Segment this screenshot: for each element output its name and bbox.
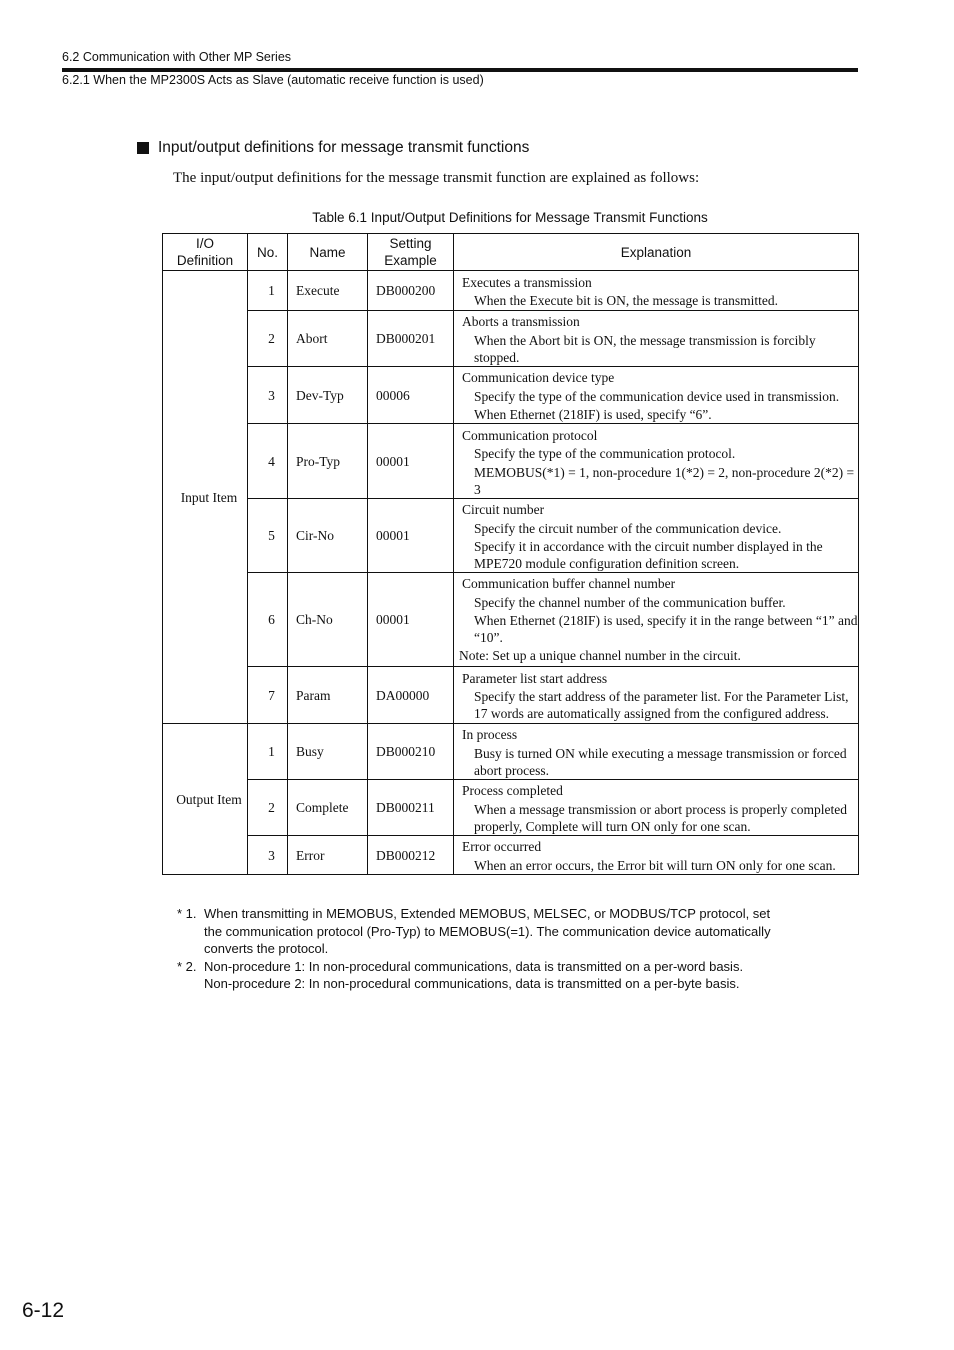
- table-row: [163, 367, 859, 424]
- header-setting-line2: Example: [384, 253, 437, 268]
- row-setting-example: 00001: [368, 573, 454, 667]
- header-no: No.: [248, 234, 288, 271]
- footnote-line: When transmitting in MEMOBUS, Extended MEMOBUS, MELSEC, or MODBUS/TCP protocol, set: [204, 906, 771, 921]
- row-explanation: [454, 499, 859, 573]
- row-number: 1: [248, 271, 288, 311]
- footnotes: [177, 905, 817, 993]
- footnote-text: [204, 905, 771, 958]
- explanation-title: Executes a transmission: [462, 274, 592, 290]
- row-number: 4: [248, 424, 288, 499]
- row-number: 7: [248, 667, 288, 724]
- table-row: [163, 667, 859, 724]
- table-caption: Table 6.1 Input/Output Definitions for Message Transmit Functions: [312, 210, 708, 225]
- explanation-title: Communication device type: [462, 370, 615, 385]
- row-number: 6: [248, 573, 288, 667]
- row-setting-example: DB000200: [368, 271, 454, 311]
- header-name: Name: [288, 234, 368, 271]
- explanation-title: In process: [462, 727, 518, 743]
- header-subsection: 6.2.1 When the MP2300S Acts as Slave (automatic receive function is used): [62, 73, 484, 87]
- row-explanation: [454, 271, 859, 311]
- row-name: Dev-Typ: [288, 367, 368, 424]
- footnote-line: Non-procedure 2: In non-procedural communications, data is transmitted on a per-byte basis.: [204, 976, 740, 991]
- header-rule: [62, 68, 858, 72]
- row-explanation: [454, 424, 859, 499]
- footnote-mark: * 1.: [177, 906, 197, 921]
- header-explanation: Explanation: [454, 234, 859, 271]
- explanation-line: MEMOBUS(*1) = 1, non-procedure 1(*2) = 2, non-procedure 2(*2) = 3: [474, 464, 855, 497]
- explanation-line: When a message transmission or abort process is properly completed properly, Complete will turn ON only for one scan.: [474, 801, 848, 834]
- table-row: [163, 424, 859, 499]
- row-name: Param: [288, 667, 368, 724]
- table-row: [163, 836, 859, 875]
- row-setting-example: DB000201: [368, 311, 454, 367]
- row-setting-example: DB000210: [368, 724, 454, 780]
- row-explanation: [454, 573, 859, 667]
- table-row: [163, 573, 859, 667]
- row-name: Cir-No: [288, 499, 368, 573]
- explanation-title: Communication buffer channel number: [462, 576, 676, 591]
- header-section: 6.2 Communication with Other MP Series: [62, 50, 292, 64]
- intro-text: The input/output definitions for the message transmit function are explained as follows:: [173, 170, 700, 186]
- row-name: Complete: [288, 780, 368, 836]
- explanation-line: Specify it in accordance with the circuit number displayed in the MPE720 module configuration definition screen.: [474, 539, 823, 571]
- footnote-line: converts the protocol.: [204, 941, 329, 956]
- explanation-title: Process completed: [462, 783, 563, 799]
- table-row: [163, 311, 859, 367]
- footnote-line: Non-procedure 1: In non-procedural communications, data is transmitted on a per-word basis.: [204, 958, 744, 974]
- row-explanation: [454, 311, 859, 367]
- explanation-note: Note: Set up a unique channel number in the circuit.: [459, 648, 741, 663]
- row-explanation: [454, 724, 859, 780]
- explanation-line: When the Abort bit is ON, the message transmission is forcibly stopped.: [474, 332, 816, 365]
- square-bullet-icon: [137, 142, 149, 154]
- explanation-line: When Ethernet (218IF) is used, specify “6”.: [474, 407, 712, 422]
- header-io-definition: [163, 234, 248, 271]
- header-io-line2: Definition: [176, 253, 234, 268]
- explanation-line: Busy is turned ON while executing a message transmission or forced abort process.: [474, 745, 847, 778]
- row-explanation: [454, 780, 859, 836]
- explanation-line: Specify the circuit number of the communication device.: [474, 520, 782, 536]
- row-setting-example: DB000211: [368, 780, 454, 836]
- footnote-line: the communication protocol (Pro-Typ) to MEMOBUS(=1). The communication device automatically: [204, 923, 771, 939]
- row-explanation: [454, 836, 859, 875]
- row-name: Error: [288, 836, 368, 875]
- row-number: 5: [248, 499, 288, 573]
- row-setting-example: DA00000: [368, 667, 454, 724]
- row-number: 2: [248, 780, 288, 836]
- explanation-title: Parameter list start address: [462, 670, 608, 686]
- explanation-line: Specify the channel number of the communication buffer.: [474, 594, 786, 610]
- footnote-mark: * 2.: [177, 958, 197, 974]
- explanation-line: When the Execute bit is ON, the message is transmitted.: [474, 293, 779, 309]
- explanation-line: When Ethernet (218IF) is used, specify it in the range between “1” and “10”.: [474, 613, 858, 645]
- row-setting-example: 00001: [368, 424, 454, 499]
- row-number: 3: [248, 836, 288, 875]
- section-title: Input/output definitions for message transmit functions: [158, 139, 530, 156]
- row-explanation: [454, 367, 859, 424]
- row-explanation: [454, 667, 859, 724]
- explanation-line: When an error occurs, the Error bit will turn ON only for one scan.: [474, 857, 836, 873]
- group-input-item: Input Item: [163, 271, 248, 724]
- io-definitions-table: [162, 233, 859, 875]
- row-number: 1: [248, 724, 288, 780]
- table-row: [163, 271, 859, 311]
- table-row: [163, 780, 859, 836]
- explanation-title: Circuit number: [462, 502, 545, 517]
- row-setting-example: DB000212: [368, 836, 454, 875]
- footnote-text: [204, 958, 743, 993]
- group-output-item: Output Item: [163, 724, 248, 875]
- explanation-line: Specify the type of the communication device used in transmission.: [474, 388, 840, 404]
- explanation-title: Error occurred: [462, 839, 542, 855]
- row-number: 2: [248, 311, 288, 367]
- header-io-line1: I/O: [195, 236, 214, 251]
- row-name: Ch-No: [288, 573, 368, 667]
- section-heading: [137, 139, 529, 157]
- row-setting-example: 00001: [368, 499, 454, 573]
- page-number: 6-12: [22, 1299, 65, 1322]
- table-row: [163, 499, 859, 573]
- explanation-title: Communication protocol: [462, 427, 598, 443]
- row-number: 3: [248, 367, 288, 424]
- row-name: Execute: [288, 271, 368, 311]
- row-name: Pro-Typ: [288, 424, 368, 499]
- footnote: [177, 905, 817, 958]
- explanation-title: Aborts a transmission: [462, 314, 580, 330]
- header-setting-line1: Setting: [389, 236, 432, 251]
- explanation-line: Specify the start address of the parameter list. For the Parameter List, 17 words are automatically assigned from the configured address.: [474, 689, 849, 722]
- explanation-line: Specify the type of the communication protocol.: [474, 446, 736, 461]
- header-setting-example: [368, 234, 454, 271]
- table-body: [163, 271, 859, 875]
- row-name: Abort: [288, 311, 368, 367]
- row-setting-example: 00006: [368, 367, 454, 424]
- row-name: Busy: [288, 724, 368, 780]
- footnote: [177, 958, 817, 993]
- table-row: [163, 724, 859, 780]
